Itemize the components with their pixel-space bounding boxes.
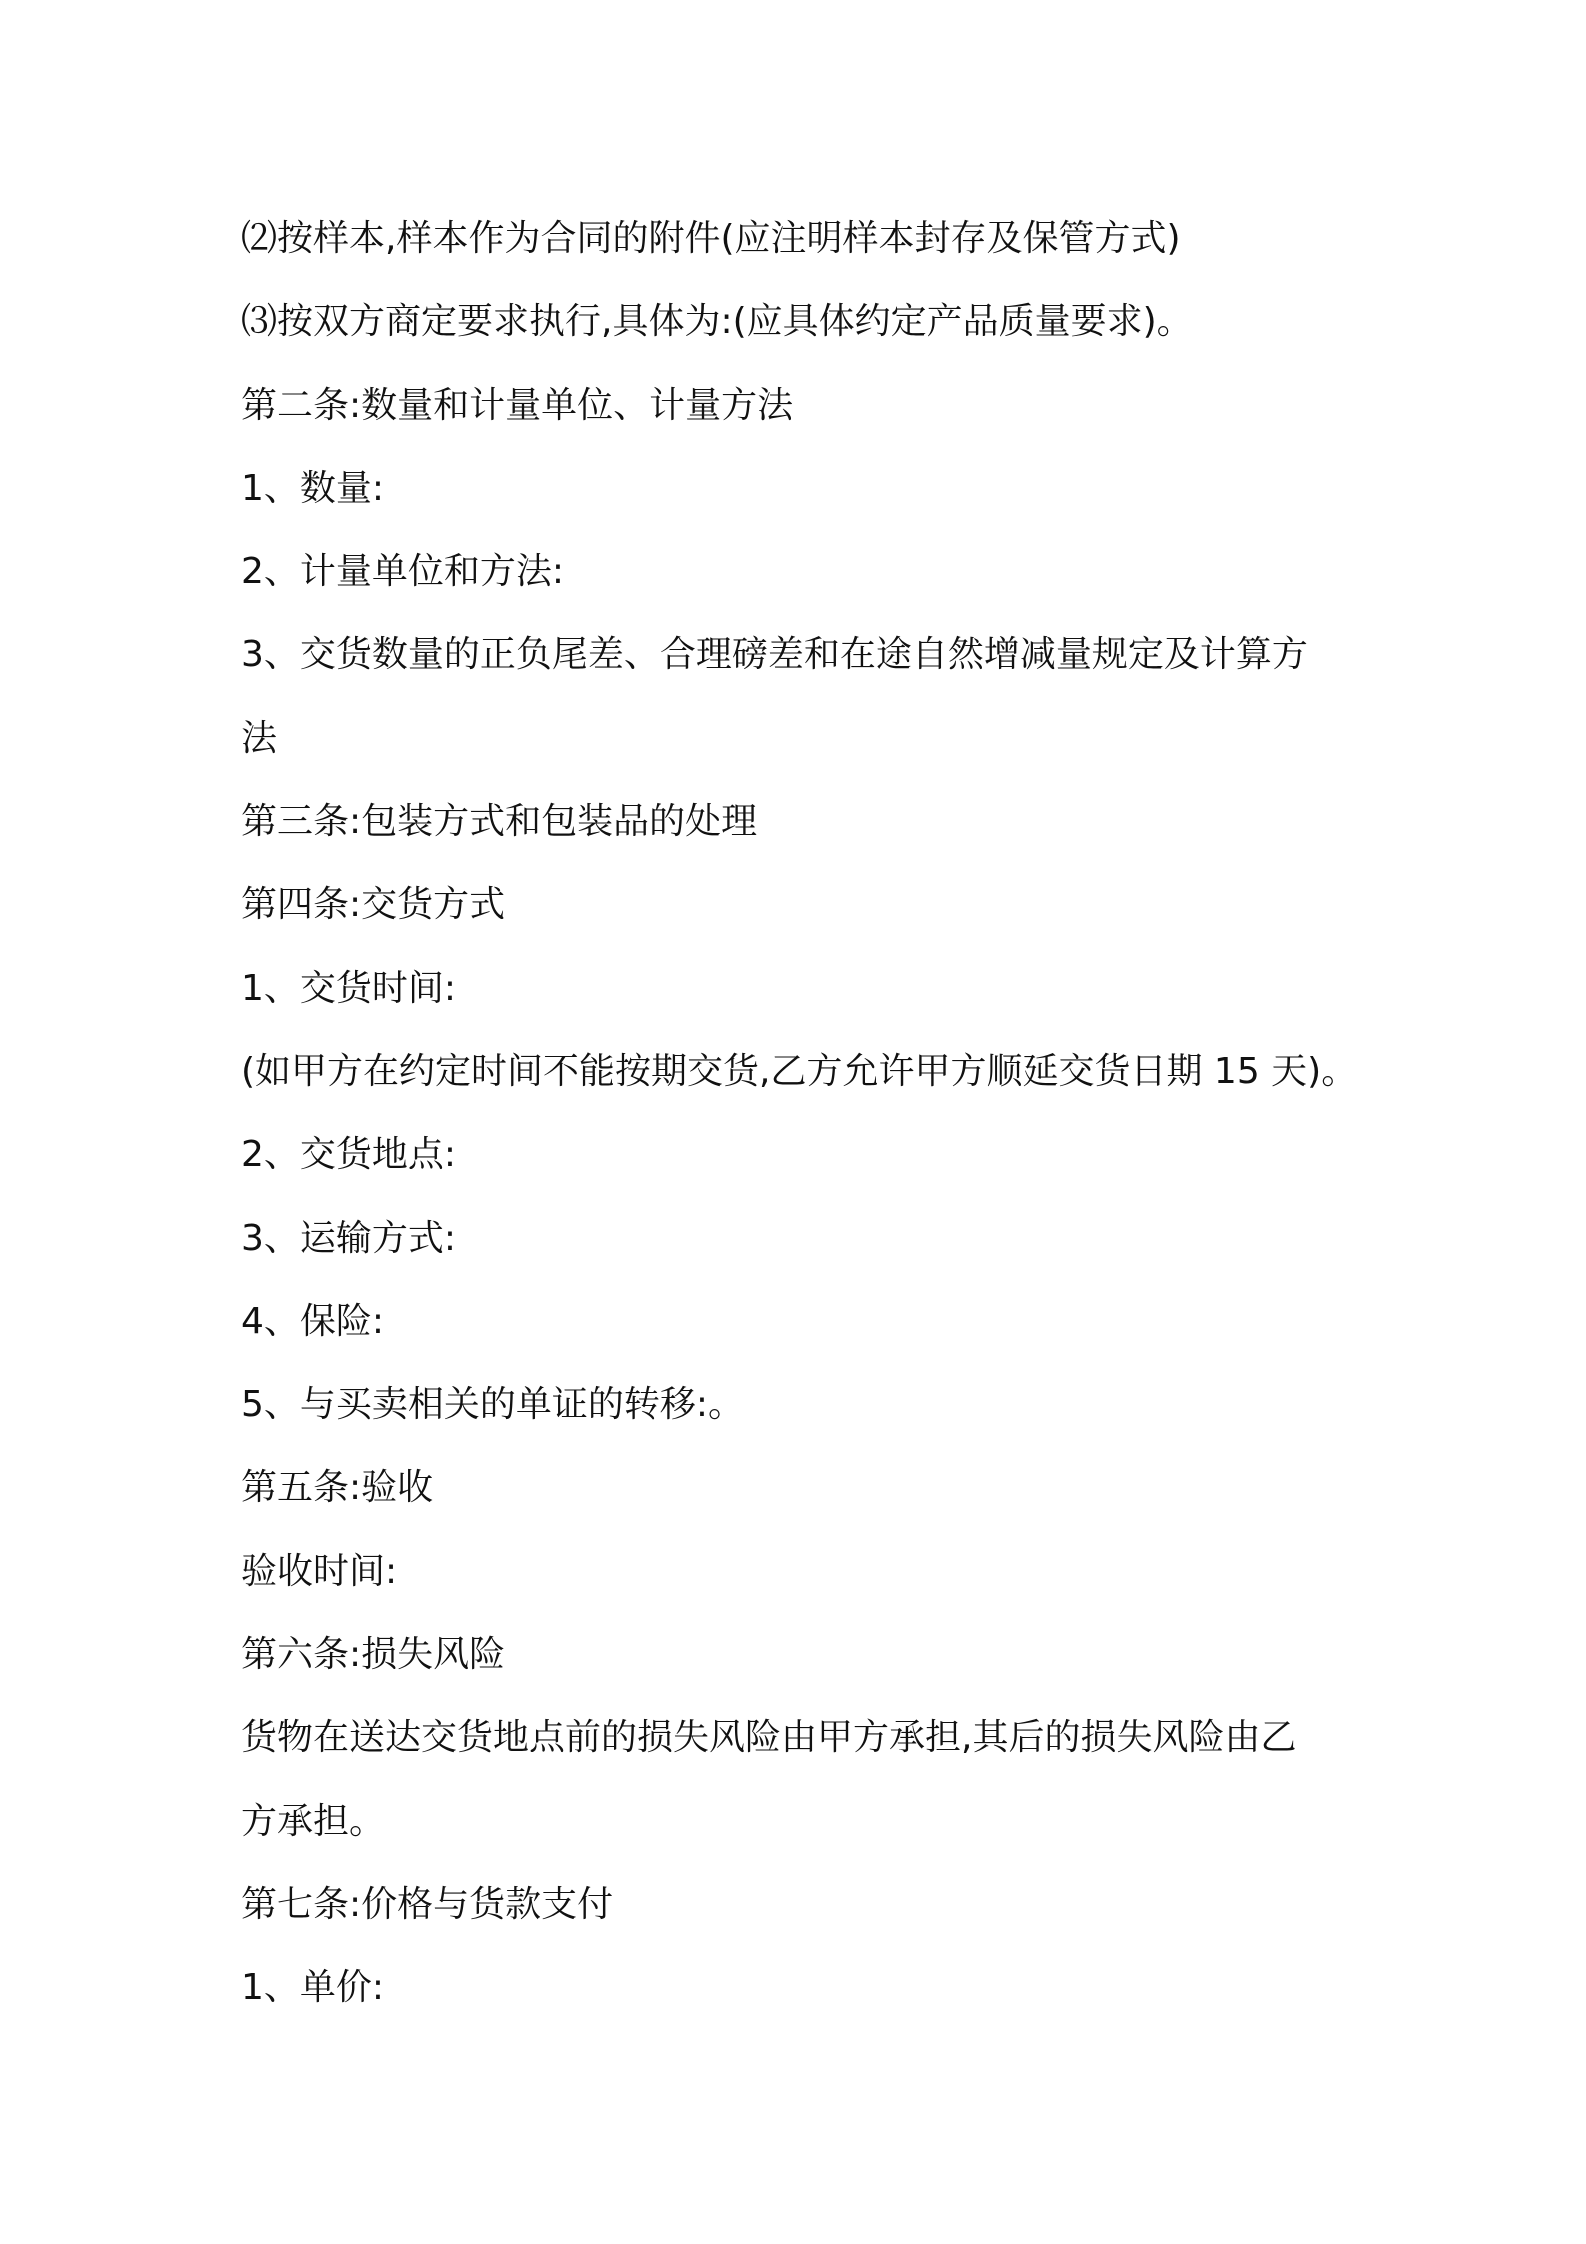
article-5-heading: 第五条:验收 [241,1467,434,1509]
risk-of-loss-line-continued: 方承担。 [241,1800,386,1842]
measurement-unit-line: 2、计量单位和方法: [241,551,565,593]
delivery-time-line: 1、交货时间: [241,967,457,1009]
sample-clause-line: ⑵按样本,样本作为合同的附件(应注明样本封存及保管方式) [241,218,1181,259]
tolerance-line-continued: 法 [241,717,278,759]
article-2-heading: 第二条:数量和计量单位、计量方法 [241,384,794,426]
document-body [241,197,1371,2030]
article-7-heading: 第七条:价格与货款支付 [241,1883,614,1925]
risk-of-loss-line: 货物在送达交货地点前的损失风险由甲方承担,其后的损失风险由乙 [241,1717,1297,1759]
documents-transfer-line: 5、与买卖相关的单证的转移:。 [241,1384,745,1426]
article-3-heading: 第三条:包装方式和包装品的处理 [241,801,758,843]
delivery-location-line: 2、交货地点: [241,1134,457,1176]
unit-price-line: 1、单价: [241,1967,385,2009]
insurance-line: 4、保险: [241,1300,385,1342]
transport-method-line: 3、运输方式: [241,1217,457,1259]
mutual-agreement-clause-line: ⑶按双方商定要求执行,具体为:(应具体约定产品质量要求)。 [241,301,1193,343]
tolerance-line: 3、交货数量的正负尾差、合理磅差和在途自然增减量规定及计算方 [241,634,1308,676]
article-4-heading: 第四条:交货方式 [241,884,506,926]
delivery-extension-line: (如甲方在约定时间不能按期交货,乙方允许甲方顺延交货日期 15 天)。 [241,1050,1358,1092]
article-6-heading: 第六条:损失风险 [241,1634,506,1676]
acceptance-time-line: 验收时间: [241,1550,398,1592]
quantity-line: 1、数量: [241,467,385,509]
